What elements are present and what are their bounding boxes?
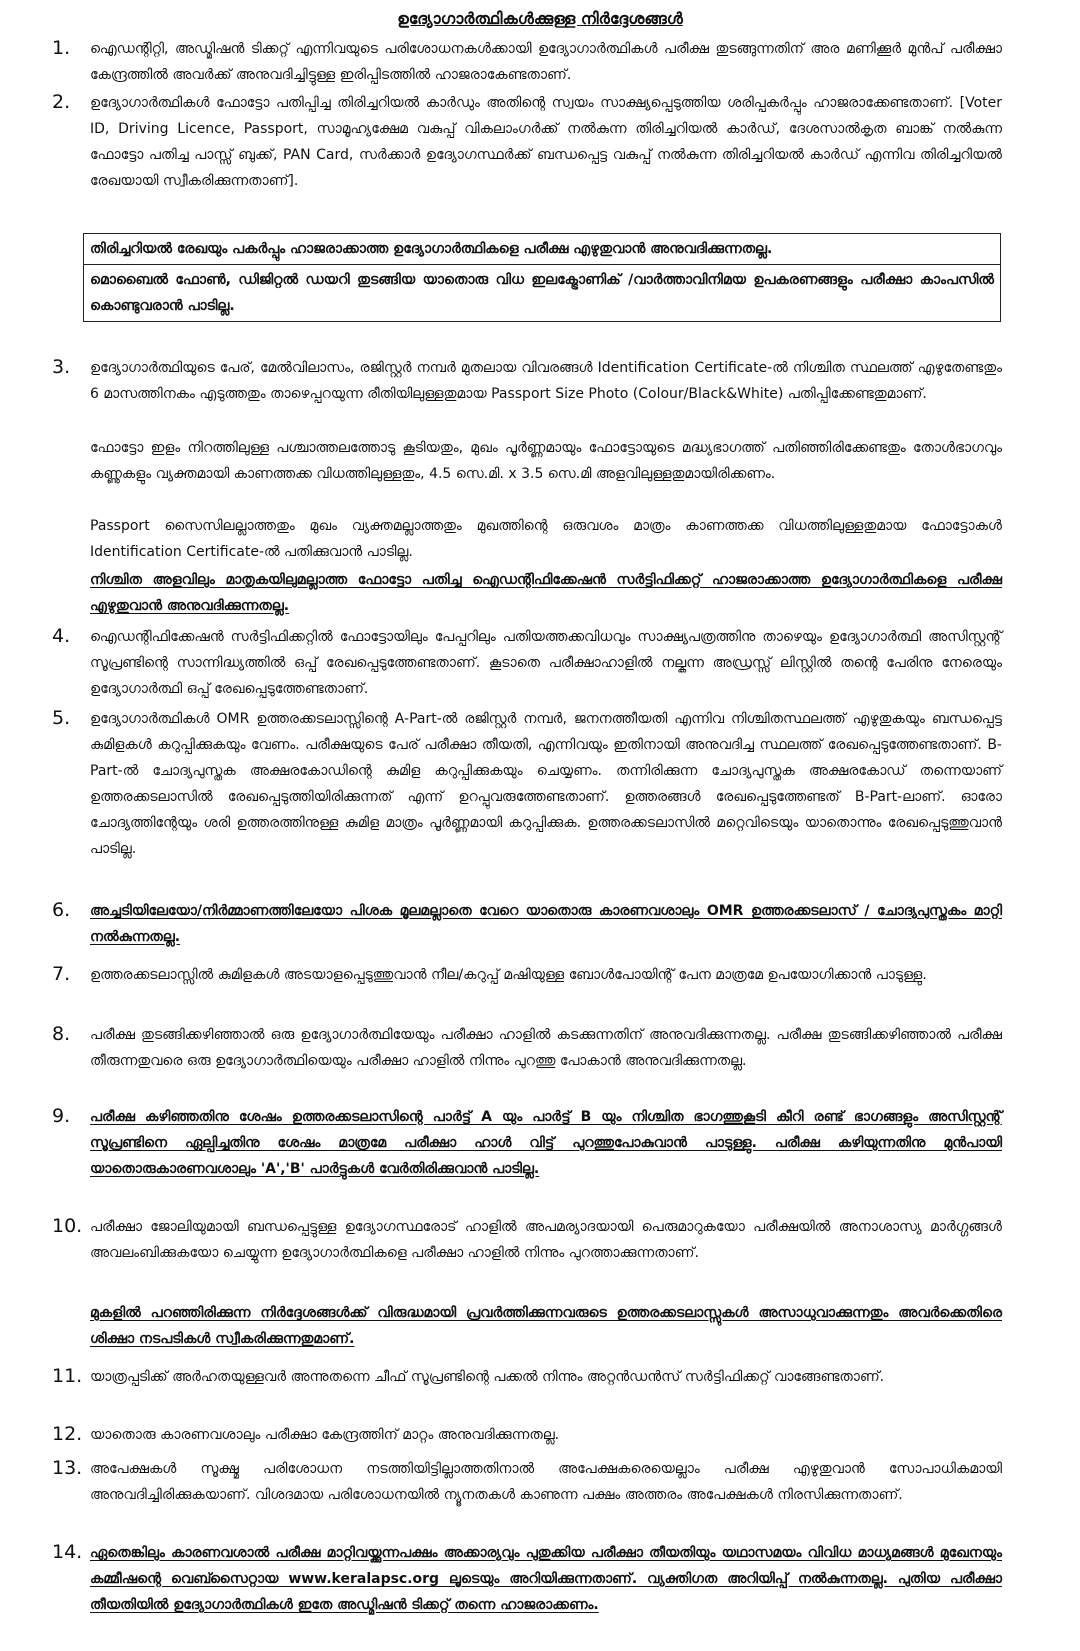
item-number: 14. [52,1541,83,1563]
photo-requirements: ഫോട്ടോ ഇളം നിറത്തിലുള്ള പശ്ചാത്തലത്തോടു കൂടിയതും, മുഖം പൂർണ്ണമായും ഫോട്ടോയുടെ മദ്ധ്യഭാഗത്ത് പതിഞ്ഞിരിക്കേണ്ടതും തോൾഭാഗവും കണ്ണുകളും വ്യക്തമായി കാണത്തക്ക വിധത്തിലുള്ളതും, 4.5 സെ.മി. x 3.5 സെ.മി അളവിലുള്ളതുമായിരിക്കണം. [90,440,1002,482]
item-number: 3. [52,356,71,378]
photo-restrictions: Passport സൈസിലല്ലാത്തതും മുഖം വ്യക്തമല്ലാത്തതും മുഖത്തിന്റെ ഒരുവശം മാത്രം കാണത്തക്ക വിധത്തിലുള്ളതുമായ ഫോട്ടോകൾ Identification Certificate-ൽ പതിക്കുവാൻ പാടില്ല. [90,518,1002,560]
item-number: 1. [52,37,71,59]
item-text: അപേക്ഷകൾ സൂക്ഷ്മ പരിശോധന നടത്തിയിട്ടില്ലാത്തതിനാൽ അപേക്ഷകരെയെല്ലാം പരീക്ഷ എഴുതുവാൻ സോപാധികമായി അനുവദിച്ചിരിക്കുകയാണ്. വിശദമായ പരിശോധനയിൽ ന്യൂനതകൾ കാണുന്ന പക്ഷം അത്തരം അപേക്ഷകൾ നിരസിക്കുന്നതാണ്. [90,1461,1002,1503]
item-text: യാതൊരു കാരണവശാലും പരീക്ഷാ കേന്ദ്രത്തിന് മാറ്റം അനുവദിക്കുന്നതല്ല. [90,1427,560,1443]
item-text: ഉദ്യോഗാർത്ഥിയുടെ പേര്, മേൽവിലാസം, രജിസ്റ്റർ നമ്പർ മുതലായ വിവരങ്ങൾ Identification Certificate-ൽ നിശ്ചിത സ്ഥലത്ത് എഴുതേണ്ടതും 6 മാസത്തിനകം എടുത്തതും താഴെപ്പറയുന്ന രീതിയിലുള്ളതുമായ Passport Size Photo (Colour/Black&White) പതിപ്പിക്കേണ്ടതുമാണ്. [90,360,1002,402]
item-text: ഐഡന്റിഫിക്കേഷൻ സർട്ടിഫിക്കറ്റിൽ ഫോട്ടോയിലും പേപ്പറിലും പതിയത്തക്കവിധവും സാക്ഷ്യപത്രത്തിനു താഴെയും ഉദ്യോഗാർത്ഥി അസിസ്റ്റന്റ് സൂപ്രണ്ടിന്റെ സാന്നിദ്ധ്യത്തിൽ ഒപ്പ് രേഖപ്പെടുത്തേണ്ടതാണ്. കൂടാതെ പരീക്ഷാഹാളിൽ നല്കുന്ന അഡ്രസ്സ് ലിസ്റ്റിൽ തന്റെ പേരിനു നേരെയും ഉദ്യോഗാർത്ഥി ഒപ്പ് രേഖപ്പെടുത്തേണ്ടതാണ്. [90,629,1002,697]
warning-id-proof: തിരിച്ചറിയൽ രേഖയും പകർപ്പും ഹാജരാക്കാത്ത ഉദ്യോഗാർത്ഥികളെ പരീക്ഷ എഴുതുവാൻ അനുവദിക്കുന്നതല്ല. [90,241,773,257]
page-title: ഉദ്യോഗാർത്ഥികൾക്കുള്ള നിർദ്ദേശങ്ങൾ [397,9,683,28]
item-number: 9. [52,1105,71,1127]
item-text: ഐഡന്റിറ്റി, അഡ്മിഷൻ ടിക്കറ്റ് എന്നിവയുടെ പരിശോധനകൾക്കായി ഉദ്യോഗാർത്ഥികൾ പരീക്ഷ തുടങ്ങുന്നതിന് അര മണിക്കൂർ മുൻപ് പരീക്ഷാ കേന്ദ്രത്തിൽ അവർക്ക് അനുവദിച്ചിട്ടുള്ള ഇരിപ്പിടത്തിൽ ഹാജരാകേണ്ടതാണ്. [90,41,1002,83]
item-text: പരീക്ഷ തുടങ്ങിക്കഴിഞ്ഞാൽ ഒരു ഉദ്യോഗാർത്ഥിയേയും പരീക്ഷാ ഹാളിൽ കടക്കുന്നതിന് അനുവദിക്കുന്നതല്ല. പരീക്ഷ തുടങ്ങിക്കഴിഞ്ഞാൽ പരീക്ഷ തീരുന്നതുവരെ ഒരു ഉദ്യോഗാർത്ഥിയെയും പരീക്ഷാ ഹാളിൽ നിന്നും പുറത്തു പോകാൻ അനുവദിക്കുന്നതല്ല. [90,1027,1002,1069]
item-text: അച്ചടിയിലേയോ/നിർമ്മാണത്തിലേയോ പിശക മൂലമല്ലാതെ വേറെ യാതൊരു കാരണവശാലും OMR ഉത്തരക്കടലാസ് / ചോദ്യപുസ്തകം മാറ്റി നൽകുന്നതല്ല. [90,903,1002,945]
item-number: 13. [52,1457,83,1479]
photo-warning: നിശ്ചിത അളവിലും മാതൃകയിലുമല്ലാത്ത ഫോട്ടോ പതിച്ച ഐഡന്റിഫിക്കേഷൻ സർട്ടിഫിക്കറ്റ് ഹാജരാക്കാത്ത ഉദ്യോഗാർത്ഥികളെ പരീക്ഷ എഴുതുവാൻ അനുവദിക്കുന്നതല്ല. [90,572,1002,614]
violation-warning: മുകളിൽ പറഞ്ഞിരിക്കുന്ന നിർദ്ദേശങ്ങൾക്ക് വിരുദ്ധമായി പ്രവർത്തിക്കുന്നവരുടെ ഉത്തരക്കടലാസ്സുകൾ അസാധുവാക്കുന്നതും അവർക്കെതിരെ ശിക്ഷാ നടപടികൾ സ്വീകരിക്കുന്നതുമാണ്. [90,1305,1002,1347]
item-text: ഏതെങ്കിലും കാരണവശാൽ പരീക്ഷ മാറ്റിവയ്ക്കുന്നപക്ഷം അക്കാര്യവും പുതുക്കിയ പരീക്ഷാ തീയതിയും യഥാസമയം വിവിധ മാധ്യമങ്ങൾ മുഖേനയും കമ്മീഷന്റെ വെബ്സൈറ്റായ www.keralapsc.org ലൂടെയും അറിയിക്കുന്നതാണ്. വ്യക്തിഗത അറിയിപ്പ് നൽകുന്നതല്ല. പുതിയ പരീക്ഷാ തീയതിയിൽ ഉദ്യോഗാർത്ഥികൾ ഇതേ അഡ്മിഷൻ ടിക്കറ്റ് തന്നെ ഹാജരാക്കണം. [90,1545,1002,1613]
warning-electronic-devices: മൊബൈൽ ഫോൺ, ഡിജിറ്റൽ ഡയറി തുടങ്ങിയ യാതൊരു വിധ ഇലക്ട്രോണിക് /വാർത്താവിനിമയ ഉപകരണങ്ങളും പരീക്ഷാ കാംപസിൽ കൊണ്ടുവരാൻ പാടില്ല. [84,264,1000,321]
item-number: 12. [52,1423,83,1445]
item-number: 4. [52,625,71,647]
item-text: പരീക്ഷ കഴിഞ്ഞതിനു ശേഷം ഉത്തരക്കടലാസിന്റെ പാർട്ട് A യും പാർട്ട് B യും നിശ്ചിത ഭാഗത്തുകൂടി കീറി രണ്ട് ഭാഗങ്ങളും അസിസ്റ്റന്റ് സൂപ്രണ്ടിനെ ഏല്പിച്ചതിനു ശേഷം മാത്രമേ പരീക്ഷാ ഹാൾ വിട്ട് പുറത്തുപോകുവാൻ പാടുള്ളു. പരീക്ഷ കഴിയുന്നതിനു മുൻപായി യാതൊരുകാരണവശാലും 'A','B' പാർട്ടുകൾ വേർതിരിക്കുവാൻ പാടില്ല. [90,1109,1002,1177]
item-number: 10. [52,1215,83,1237]
item-number: 6. [52,899,71,921]
item-number: 2. [52,91,71,113]
item-number: 8. [52,1023,71,1045]
item-number: 11. [52,1365,83,1387]
item-text: ഉത്തരക്കടലാസ്സിൽ കുമിളകൾ അടയാളപ്പെടുത്തുവാൻ നീല/കറുപ്പ് മഷിയുള്ള ബോൾപോയിന്റ് പേന മാത്രമേ ഉപയോഗിക്കാൻ പാടുള്ളു. [90,967,927,983]
warning-box [83,233,1001,322]
item-number: 7. [52,963,71,985]
item-text: ഉദ്യോഗാർത്ഥികൾ OMR ഉത്തരക്കടലാസ്സിന്റെ A-Part-ൽ രജിസ്റ്റർ നമ്പർ, ജനനത്തീയതി എന്നിവ നിശ്ചിതസ്ഥലത്ത് എഴുതുകയും ബന്ധപ്പെട്ട കുമിളകൾ കറുപ്പിക്കുകയും വേണം. പരീക്ഷയുടെ പേര് പരീക്ഷാ തീയതി, എന്നിവയും ഇതിനായി അനുവദിച്ച സ്ഥലത്ത് രേഖപ്പെടുത്തേണ്ടതാണ്. B-Part-ൽ ചോദ്യപുസ്തക അക്ഷരകോഡിന്റെ കുമിള കറുപ്പിക്കുകയും ചെയ്യണം. തന്നിരിക്കുന്ന ചോദ്യപുസ്തക അക്ഷരകോഡ് തന്നെയാണ് ഉത്തരക്കടലാസിൽ രേഖപ്പെടുത്തിയിരിക്കുന്നത് എന്ന് ഉറപ്പുവരുത്തേണ്ടതാണ്. ഉത്തരങ്ങൾ രേഖപ്പെടുത്തേണ്ടത് B-Part-ലാണ്. ഓരോ ചോദ്യത്തിന്റേയും ശരി ഉത്തരത്തിനുള്ള കുമിള മാത്രം പൂർണ്ണമായി കറുപ്പിക്കുക. ഉത്തരക്കടലാസിൽ മറ്റെവിടെയും യാതൊന്നും രേഖപ്പെടുത്തുവാൻ പാടില്ല. [90,711,1002,857]
item-text: ഉദ്യോഗാർത്ഥികൾ ഫോട്ടോ പതിപ്പിച്ച തിരിച്ചറിയൽ കാർഡും അതിന്റെ സ്വയം സാക്ഷ്യപ്പെടുത്തിയ ശരിപ്പകർപ്പും ഹാജരാക്കേണ്ടതാണ്. [Voter ID, Driving Licence, Passport, സാമൂഹ്യക്ഷേമ വകുപ്പ് വികലാംഗർക്ക് നൽകുന്ന തിരിച്ചറിയൽ കാർഡ്, ദേശസാൽകൃത ബാങ്ക് നൽകുന്ന ഫോട്ടോ പതിച്ച പാസ്സ് ബുക്ക്, PAN Card, സർക്കാർ ഉദ്യോഗസ്ഥർക്ക് ബന്ധപ്പെട്ട വകുപ്പ് നൽകുന്ന തിരിച്ചറിയൽ കാർഡ് എന്നിവ തിരിച്ചറിയൽ രേഖയായി സ്വീകരിക്കുന്നതാണ്]. [90,95,1002,189]
item-text: പരീക്ഷാ ജോലിയുമായി ബന്ധപ്പെട്ടുള്ള ഉദ്യോഗസ്ഥരോട് ഹാളിൽ അപമര്യാദയായി പെരുമാറുകയോ പരീക്ഷയിൽ അനാശാസ്യ മാർഗ്ഗങ്ങൾ അവലംബിക്കുകയോ ചെയ്യുന്ന ഉദ്യോഗാർത്ഥികളെ പരീക്ഷാ ഹാളിൽ നിന്നും പുറത്താക്കുന്നതാണ്. [90,1219,1002,1261]
item-text: യാത്രപ്പടിക്ക് അർഹതയുള്ളവർ അന്നുതന്നെ ചീഫ് സൂപ്രണ്ടിന്റെ പക്കൽ നിന്നും അറ്റൻഡൻസ് സർട്ടിഫിക്കറ്റ് വാങ്ങേണ്ടതാണ്. [90,1369,885,1385]
item-number: 5. [52,707,71,729]
